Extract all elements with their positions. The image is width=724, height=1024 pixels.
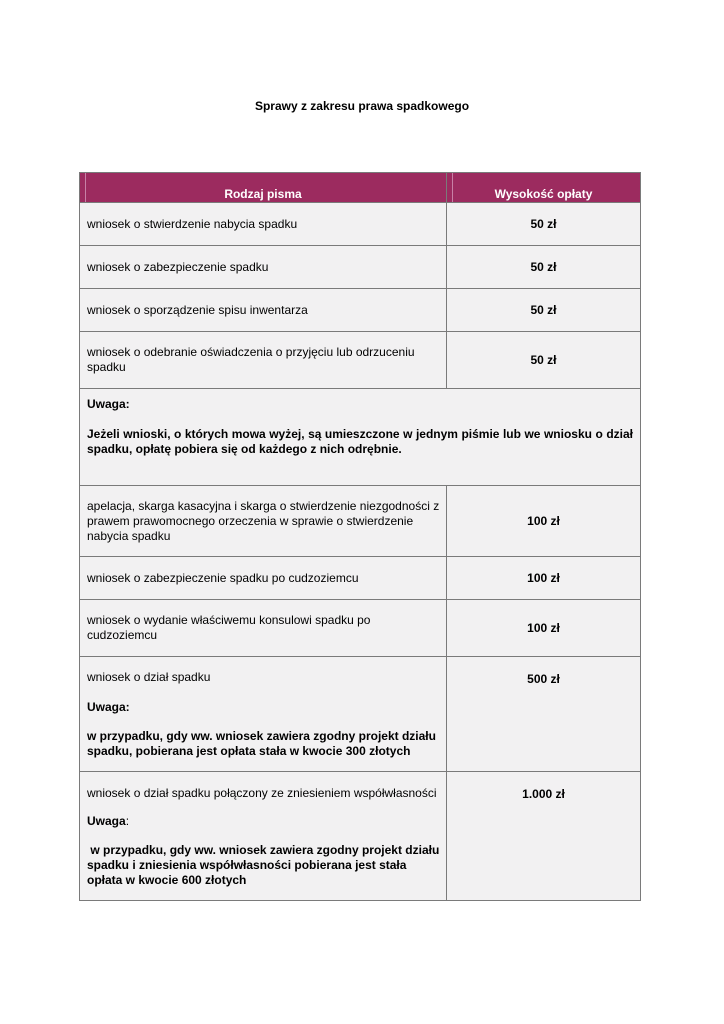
header-label-fee: Wysokość opłaty (494, 187, 593, 201)
page-title: Sprawy z zakresu prawa spadkowego (254, 99, 470, 113)
row-fee: 1.000 zł (447, 772, 641, 901)
table-row (80, 657, 641, 772)
note-label: Uwaga: (87, 397, 130, 411)
table-row (80, 557, 641, 600)
row-dzial-note-text: w przypadku, gdy ww. wniosek zawiera zgodny projekt działu spadku, pobierana jest opłata stała w kwocie 300 złotych (87, 729, 436, 758)
table-row (80, 486, 641, 557)
row-fee: 100 zł (447, 557, 641, 600)
row-fee: 100 zł (447, 486, 641, 557)
row-document-type (80, 657, 447, 772)
row-fee: 50 zł (447, 332, 641, 389)
header-label-document-type: Rodzaj pisma (224, 187, 302, 201)
table-row (80, 600, 641, 657)
table-row (80, 203, 641, 246)
row-document-type: wniosek o odebranie oświadczenia o przyjęciu lub odrzuceniu spadku (80, 332, 447, 389)
row-document-type: wniosek o sporządzenie spisu inwentarza (80, 289, 447, 332)
note-text: Jeżeli wnioski, o których mowa wyżej, są umieszczone w jednym piśmie lub we wniosku o dział spadku, opłatę pobiera się od każdego z nich odrębnie. (87, 427, 633, 456)
row-dzial-wsp-note-label: Uwaga (87, 814, 126, 828)
table-row (80, 246, 641, 289)
row-dzial-wsp-note-colon: : (125, 814, 130, 828)
fees-table (79, 172, 641, 901)
table-row (80, 332, 641, 389)
row-dzial-note-label: Uwaga: (87, 700, 130, 714)
header-fee (447, 173, 641, 203)
note-row (80, 389, 641, 486)
row-dzial-wsp-text: wniosek o dział spadku połączony ze zniesieniem współwłasności (87, 786, 437, 800)
row-document-type: wniosek o zabezpieczenie spadku po cudzoziemcu (80, 557, 447, 600)
row-document-type: apelacja, skarga kasacyjna i skarga o stwierdzenie niezgodności z prawem prawomocnego orzeczenia w sprawie o stwierdzenie nabycia spadku (80, 486, 447, 557)
row-dzial-text: wniosek o dział spadku (87, 670, 211, 684)
row-document-type: wniosek o stwierdzenie nabycia spadku (80, 203, 447, 246)
row-fee: 100 zł (447, 600, 641, 657)
header-document-type (80, 173, 447, 203)
row-dzial-wsp-note (87, 814, 440, 829)
row-document-type (80, 772, 447, 901)
row-fee: 50 zł (447, 289, 641, 332)
row-document-type: wniosek o wydanie właściwemu konsulowi spadku po cudzoziemcu (80, 600, 447, 657)
row-document-type: wniosek o zabezpieczenie spadku (80, 246, 447, 289)
row-fee: 50 zł (447, 203, 641, 246)
row-dzial-wsp-note-text: w przypadku, gdy ww. wniosek zawiera zgodny projekt działu spadku i zniesienia współwłasności pobierana jest stała opłata w kwocie 600 złotych (87, 843, 443, 887)
table-row (80, 772, 641, 901)
note-cell (80, 389, 641, 486)
row-fee: 50 zł (447, 246, 641, 289)
table-header-row (80, 173, 641, 203)
row-fee: 500 zł (447, 657, 641, 772)
table-row (80, 289, 641, 332)
